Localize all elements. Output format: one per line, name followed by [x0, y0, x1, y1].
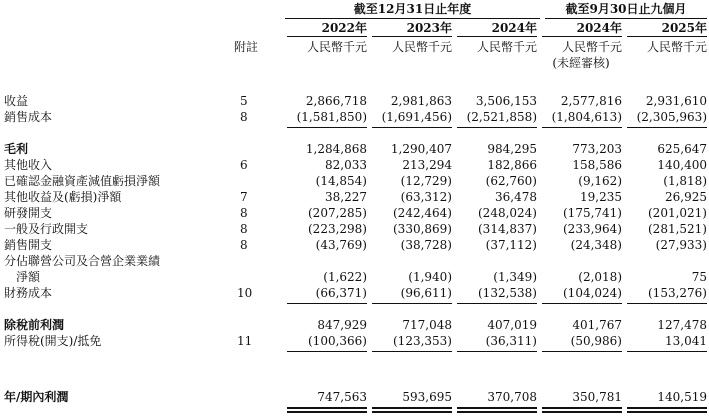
subtotal-rule	[287, 351, 367, 352]
column-year-2022: 2022年	[321, 21, 367, 35]
cell-value: 1,284,868	[305, 142, 367, 156]
row-label-impairment-losses: 已確認金融資產減值虧損淨額	[4, 174, 161, 188]
cell-value: 401,767	[572, 318, 622, 332]
row-note: 8	[240, 222, 248, 236]
cell-value: 182,866	[487, 158, 537, 172]
subtotal-rule	[372, 127, 452, 128]
cell-value: (27,933)	[655, 238, 707, 252]
cell-value: 75	[691, 270, 707, 284]
cell-value: (175,741)	[563, 206, 622, 220]
cell-value: (2,521,858)	[466, 110, 537, 124]
header-group-year-end: 截至12月31日止年度	[353, 2, 472, 16]
cell-value: 13,041	[665, 334, 707, 348]
cell-value: (9,162)	[578, 174, 622, 188]
subtotal-rule	[627, 127, 707, 128]
cell-value: 38,227	[325, 190, 367, 204]
row-note: 8	[240, 110, 248, 124]
row-label-profit-for-period: 年/期內利潤	[4, 390, 69, 404]
cell-value: 717,048	[402, 318, 452, 332]
total-double-rule	[542, 411, 622, 413]
cell-value: (12,729)	[400, 174, 452, 188]
subtotal-rule	[372, 303, 452, 304]
cell-value: (242,464)	[393, 206, 452, 220]
subtotal-rule	[457, 127, 537, 128]
cell-value: 370,708	[487, 390, 537, 404]
column-rule-2024-nine-months	[542, 36, 622, 37]
cell-value: 2,866,718	[305, 94, 367, 108]
cell-value: 127,478	[657, 318, 707, 332]
total-double-rule	[457, 411, 537, 413]
cell-value: (1,940)	[408, 270, 452, 284]
cell-value: 747,563	[317, 390, 367, 404]
cell-value: 213,294	[402, 158, 452, 172]
cell-value: (50,986)	[570, 334, 622, 348]
cell-value: (1,804,613)	[551, 110, 622, 124]
header-group-rule-year-end	[285, 18, 540, 19]
column-year-2024: 2024年	[491, 21, 537, 35]
cell-value: (36,311)	[485, 334, 537, 348]
column-rule-2024	[457, 36, 537, 37]
row-label-finance-costs: 財務成本	[4, 286, 53, 300]
cell-value: (14,854)	[315, 174, 367, 188]
cell-value: 773,203	[572, 142, 622, 156]
row-note: 10	[237, 286, 253, 300]
row-label-share-of-associates-cont: 淨額	[16, 270, 41, 284]
total-double-rule	[542, 407, 622, 409]
cell-value: 158,586	[572, 158, 622, 172]
total-double-rule	[287, 407, 367, 409]
cell-value: 350,781	[572, 390, 622, 404]
cell-value: (281,521)	[648, 222, 707, 236]
cell-value: 19,235	[580, 190, 622, 204]
cell-value: 1,290,407	[390, 142, 452, 156]
unit-label-2022: 人民幣千元	[306, 40, 367, 54]
cell-value: (66,371)	[315, 286, 367, 300]
cell-value: (43,769)	[315, 238, 367, 252]
row-note: 7	[240, 190, 248, 204]
row-label-rd-expenses: 研發開支	[4, 206, 53, 220]
cell-value: (207,285)	[308, 206, 367, 220]
cell-value: (132,538)	[478, 286, 537, 300]
subtotal-rule	[542, 127, 622, 128]
row-note: 8	[240, 238, 248, 252]
cell-value: 140,519	[657, 390, 707, 404]
column-year-2023: 2023年	[406, 21, 452, 35]
column-rule-2022	[287, 36, 367, 37]
row-label-selling-expenses: 銷售開支	[4, 238, 53, 252]
subtotal-rule	[372, 351, 452, 352]
total-double-rule	[627, 407, 707, 409]
row-label-profit-before-tax: 除稅前利潤	[4, 318, 65, 332]
cell-value: (38,728)	[400, 238, 452, 252]
cell-value: (100,366)	[308, 334, 367, 348]
row-label-admin-expenses: 一般及行政開支	[4, 222, 89, 236]
cell-value: 2,577,816	[560, 94, 622, 108]
row-label-gross-profit: 毛利	[4, 142, 29, 156]
note-column-header: 附註	[233, 40, 258, 54]
column-year-2024-nine-months: 2024年	[576, 21, 622, 35]
subtotal-rule	[457, 303, 537, 304]
cell-value: 3,506,153	[475, 94, 537, 108]
cell-value: (62,760)	[485, 174, 537, 188]
cell-value: 36,478	[495, 190, 537, 204]
cell-value: (201,021)	[648, 206, 707, 220]
cell-value: (37,112)	[485, 238, 537, 252]
cell-value: (233,964)	[563, 222, 622, 236]
cell-value: (223,298)	[308, 222, 367, 236]
cell-value: (330,869)	[393, 222, 452, 236]
unit-label-2024-nine-months: 人民幣千元	[561, 40, 622, 54]
total-double-rule	[372, 411, 452, 413]
cell-value: 593,695	[402, 390, 452, 404]
cell-value: (96,611)	[400, 286, 452, 300]
total-double-rule	[287, 411, 367, 413]
total-double-rule	[627, 411, 707, 413]
unit-label-2025-nine-months: 人民幣千元	[646, 40, 707, 54]
column-year-2025-nine-months: 2025年	[661, 21, 707, 35]
cell-value: 140,400	[657, 158, 707, 172]
cell-value: (248,024)	[478, 206, 537, 220]
cell-value: (314,837)	[478, 222, 537, 236]
column-rule-2025-nine-months	[627, 36, 707, 37]
row-note: 11	[237, 334, 253, 348]
row-note: 6	[240, 158, 248, 172]
subtotal-rule	[287, 127, 367, 128]
subtotal-rule	[627, 351, 707, 352]
row-label-other-gains-losses: 其他收益及(虧損)淨額	[4, 190, 122, 204]
header-group-rule-nine-months	[545, 18, 707, 19]
unaudited-label: (未經審核)	[552, 56, 610, 70]
cell-value: (1,349)	[493, 270, 537, 284]
subtotal-rule	[457, 351, 537, 352]
cell-value: (1,818)	[663, 174, 707, 188]
cell-value: (2,018)	[578, 270, 622, 284]
subtotal-rule	[542, 303, 622, 304]
cell-value: (1,581,850)	[296, 110, 367, 124]
cell-value: (63,312)	[400, 190, 452, 204]
unit-label-2023: 人民幣千元	[391, 40, 452, 54]
cell-value: (1,622)	[323, 270, 367, 284]
cell-value: 984,295	[487, 142, 537, 156]
row-label-other-income: 其他收入	[4, 158, 53, 172]
cell-value: 407,019	[487, 318, 537, 332]
cell-value: 625,647	[657, 142, 707, 156]
cell-value: (123,353)	[393, 334, 452, 348]
cell-value: 82,033	[325, 158, 367, 172]
cell-value: (24,348)	[570, 238, 622, 252]
cell-value: 26,925	[665, 190, 707, 204]
subtotal-rule	[627, 303, 707, 304]
row-note: 5	[240, 94, 248, 108]
row-note: 8	[240, 206, 248, 220]
cell-value: 847,929	[317, 318, 367, 332]
cell-value: (2,305,963)	[636, 110, 707, 124]
row-label-cost-of-sales: 銷售成本	[4, 110, 53, 124]
row-label-income-tax: 所得稅(開支)/抵免	[4, 334, 102, 348]
unit-label-2024: 人民幣千元	[476, 40, 537, 54]
header-group-nine-months: 截至9月30日止九個月	[565, 2, 687, 16]
cell-value: (153,276)	[648, 286, 707, 300]
cell-value: 2,981,863	[390, 94, 452, 108]
cell-value: 2,931,610	[645, 94, 707, 108]
row-label-revenue: 收益	[4, 94, 29, 108]
cell-value: (1,691,456)	[381, 110, 452, 124]
subtotal-rule	[542, 351, 622, 352]
total-double-rule	[457, 407, 537, 409]
row-label-share-of-associates: 分佔聯營公司及合營企業業績	[4, 254, 161, 268]
cell-value: (104,024)	[563, 286, 622, 300]
column-rule-2023	[372, 36, 452, 37]
total-double-rule	[372, 407, 452, 409]
subtotal-rule	[287, 303, 367, 304]
